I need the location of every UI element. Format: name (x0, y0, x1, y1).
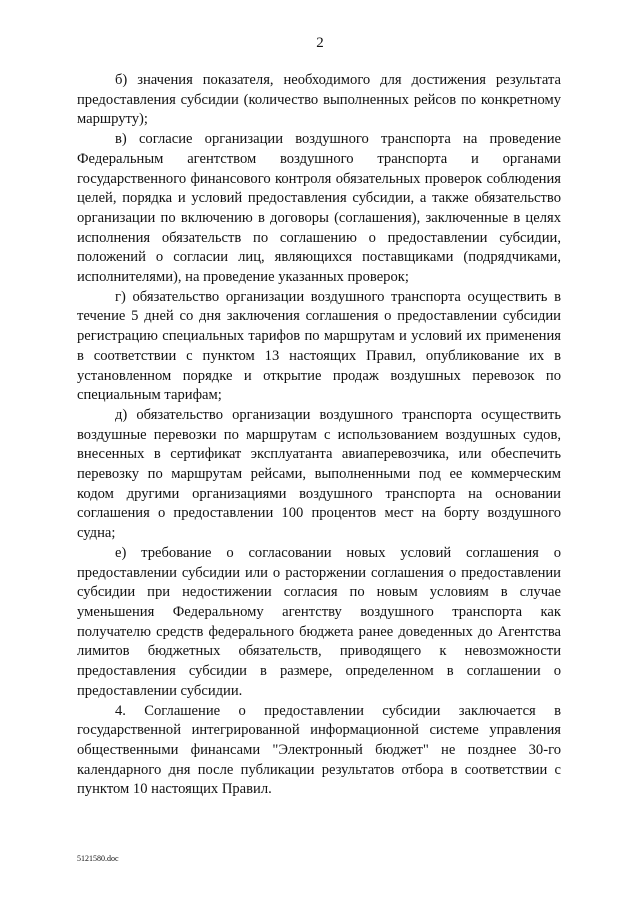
paragraph-g: г) обязательство организации воздушного транспорта осуществить в течение 5 дней со дня заключения соглашения о предоставлении субсидии регистрацию специальных тарифов по маршрутам и условий их применения в соответствии с пунктом 13 настоящих Правил, опубликование их в установленном порядке и открытие продаж воздушных перевозок по специальным тарифам; (77, 288, 561, 404)
paragraph-d: д) обязательство организации воздушного транспорта осуществить воздушные перевозки по маршрутам с использованием воздушных судов, внесенных в сертификат эксплуатанта авиаперевозчика, или обеспечить перевозку по маршрутам рейсами, выполненными под ее коммерческим кодом другими организациями воздушного транспорта на основании соглашения о предоставлении 100 процентов мест на борту воздушного судна; (77, 406, 561, 542)
paragraph-e: е) требование о согласовании новых условий соглашения о предоставлении субсидии или о расторжении соглашения о предоставлении субсидии при недостижении согласия по новым условиям в случае уменьшения Федеральному агентству воздушного транспорта как получателю средств федерального бюджета ранее доведенных до Агентства лимитов бюджетных обязательств, приводящего к невозможности предоставления субсидии в размере, определенном в соглашении о предоставлении субсидии. (77, 544, 561, 699)
page-number: 2 (316, 35, 324, 51)
document-code: 5121580.doc (77, 854, 119, 863)
paragraph-4: 4. Соглашение о предоставлении субсидии заключается в государственной интегрированной информационной системе управления общественными финансами "Электронный бюджет" не позднее 30-го календарного дня после публикации результатов отбора в соответствии с пунктом 10 настоящих Правил. (77, 702, 561, 798)
paragraph-b: б) значения показателя, необходимого для достижения результата предоставления субсидии (количество выполненных рейсов по конкретному маршруту); (77, 72, 561, 128)
document-body (77, 71, 561, 800)
paragraph-v: в) согласие организации воздушного транспорта на проведение Федеральным агентством воздушного транспорта и органами государственного финансового контроля обязательных проверок соблюдения целей, порядка и условий предоставления субсидии, а также обязательство организации по включению в договоры (соглашения), заключенные в целях исполнения обязательств по соглашению о предоставлении субсидии, положений о согласии лиц, являющихся поставщиками (подрядчиками, исполнителями), на проведение указанных проверок; (77, 131, 561, 286)
